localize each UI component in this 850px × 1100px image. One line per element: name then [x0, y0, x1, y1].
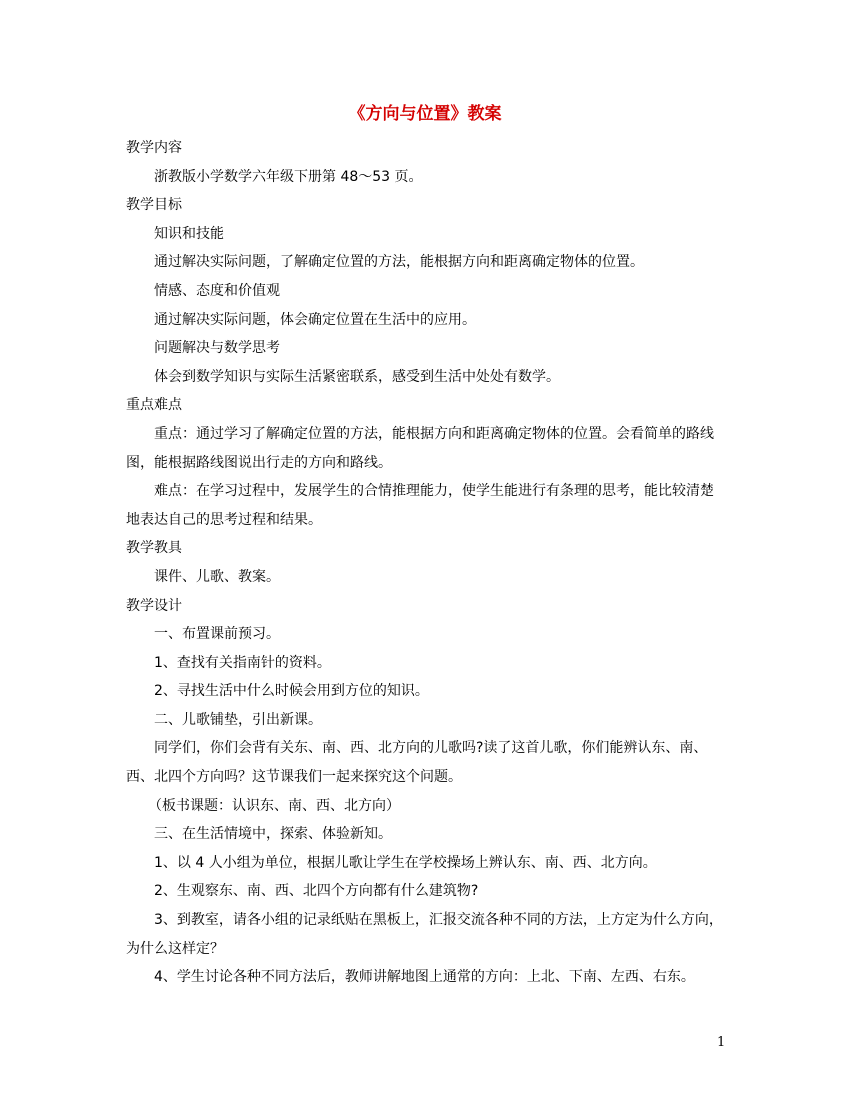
list-item: 1、以 4 人小组为单位，根据儿歌让学生在学校操场上辨认东、南、西、北方向。 — [154, 854, 657, 871]
section-heading: 教学目标 — [126, 197, 182, 214]
paragraph: 难点：在学习过程中，发展学生的合情推理能力，使学生能进行有条理的思考，能比较清楚地表达自己的思考过程和结果。 — [126, 483, 714, 528]
paragraph: 课件、儿歌、教案。 — [154, 568, 280, 585]
document-body — [126, 134, 726, 992]
list-item: 2、寻找生活中什么时候会用到方位的知识。 — [154, 683, 429, 700]
paragraph: 通过解决实际问题，体会确定位置在生活中的应用。 — [154, 311, 476, 328]
list-item: 1、查找有关指南针的资料。 — [154, 654, 331, 671]
list-item: 4、学生讨论各种不同方法后，教师讲解地图上通常的方向：上北、下南、左西、右东。 — [154, 969, 695, 986]
paragraph: 重点：通过学习了解确定位置的方法，能根据方向和距离确定物体的位置。会看简单的路线图，能根据路线图说出行走的方向和路线。 — [126, 425, 714, 471]
section-heading: 重点难点 — [126, 397, 182, 414]
subheading: 知识和技能 — [154, 225, 224, 242]
list-item: 一、布置课前预习。 — [154, 626, 280, 643]
paragraph: 通过解决实际问题，了解确定位置的方法，能根据方向和距离确定物体的位置。 — [154, 254, 644, 271]
document-title: 《方向与位置》教案 — [348, 104, 502, 124]
paragraph: （板书课题：认识东、南、西、北方向） — [148, 797, 400, 814]
list-item: 2、生观察东、南、西、北四个方向都有什么建筑物? — [154, 883, 479, 900]
paragraph: 同学们，你们会背有关东、南、西、北方向的儿歌吗?读了这首儿歌，你们能辨认东、南、西、北四个方向吗？这节课我们一起来探究这个问题。 — [126, 740, 708, 786]
subheading: 情感、态度和价值观 — [154, 282, 280, 299]
section-heading: 教学内容 — [126, 140, 182, 156]
list-item: 三、在生活情境中，探索、体验新知。 — [154, 826, 392, 843]
page-number: 1 — [717, 1035, 726, 1050]
section-heading: 教学教具 — [126, 540, 182, 557]
paragraph: 体会到数学知识与实际生活紧密联系，感受到生活中处处有数学。 — [154, 368, 560, 385]
list-item: 3、到教室，请各小组的记录纸贴在黑板上，汇报交流各种不同的方法，上方定为什么方向，为什么这样定？ — [126, 912, 723, 957]
subheading: 问题解决与数学思考 — [154, 340, 280, 357]
paragraph: 浙教版小学数学六年级下册第 48～53 页。 — [154, 168, 423, 185]
list-item: 二、儿歌铺垫，引出新课。 — [154, 711, 322, 728]
section-heading: 教学设计 — [126, 597, 182, 614]
